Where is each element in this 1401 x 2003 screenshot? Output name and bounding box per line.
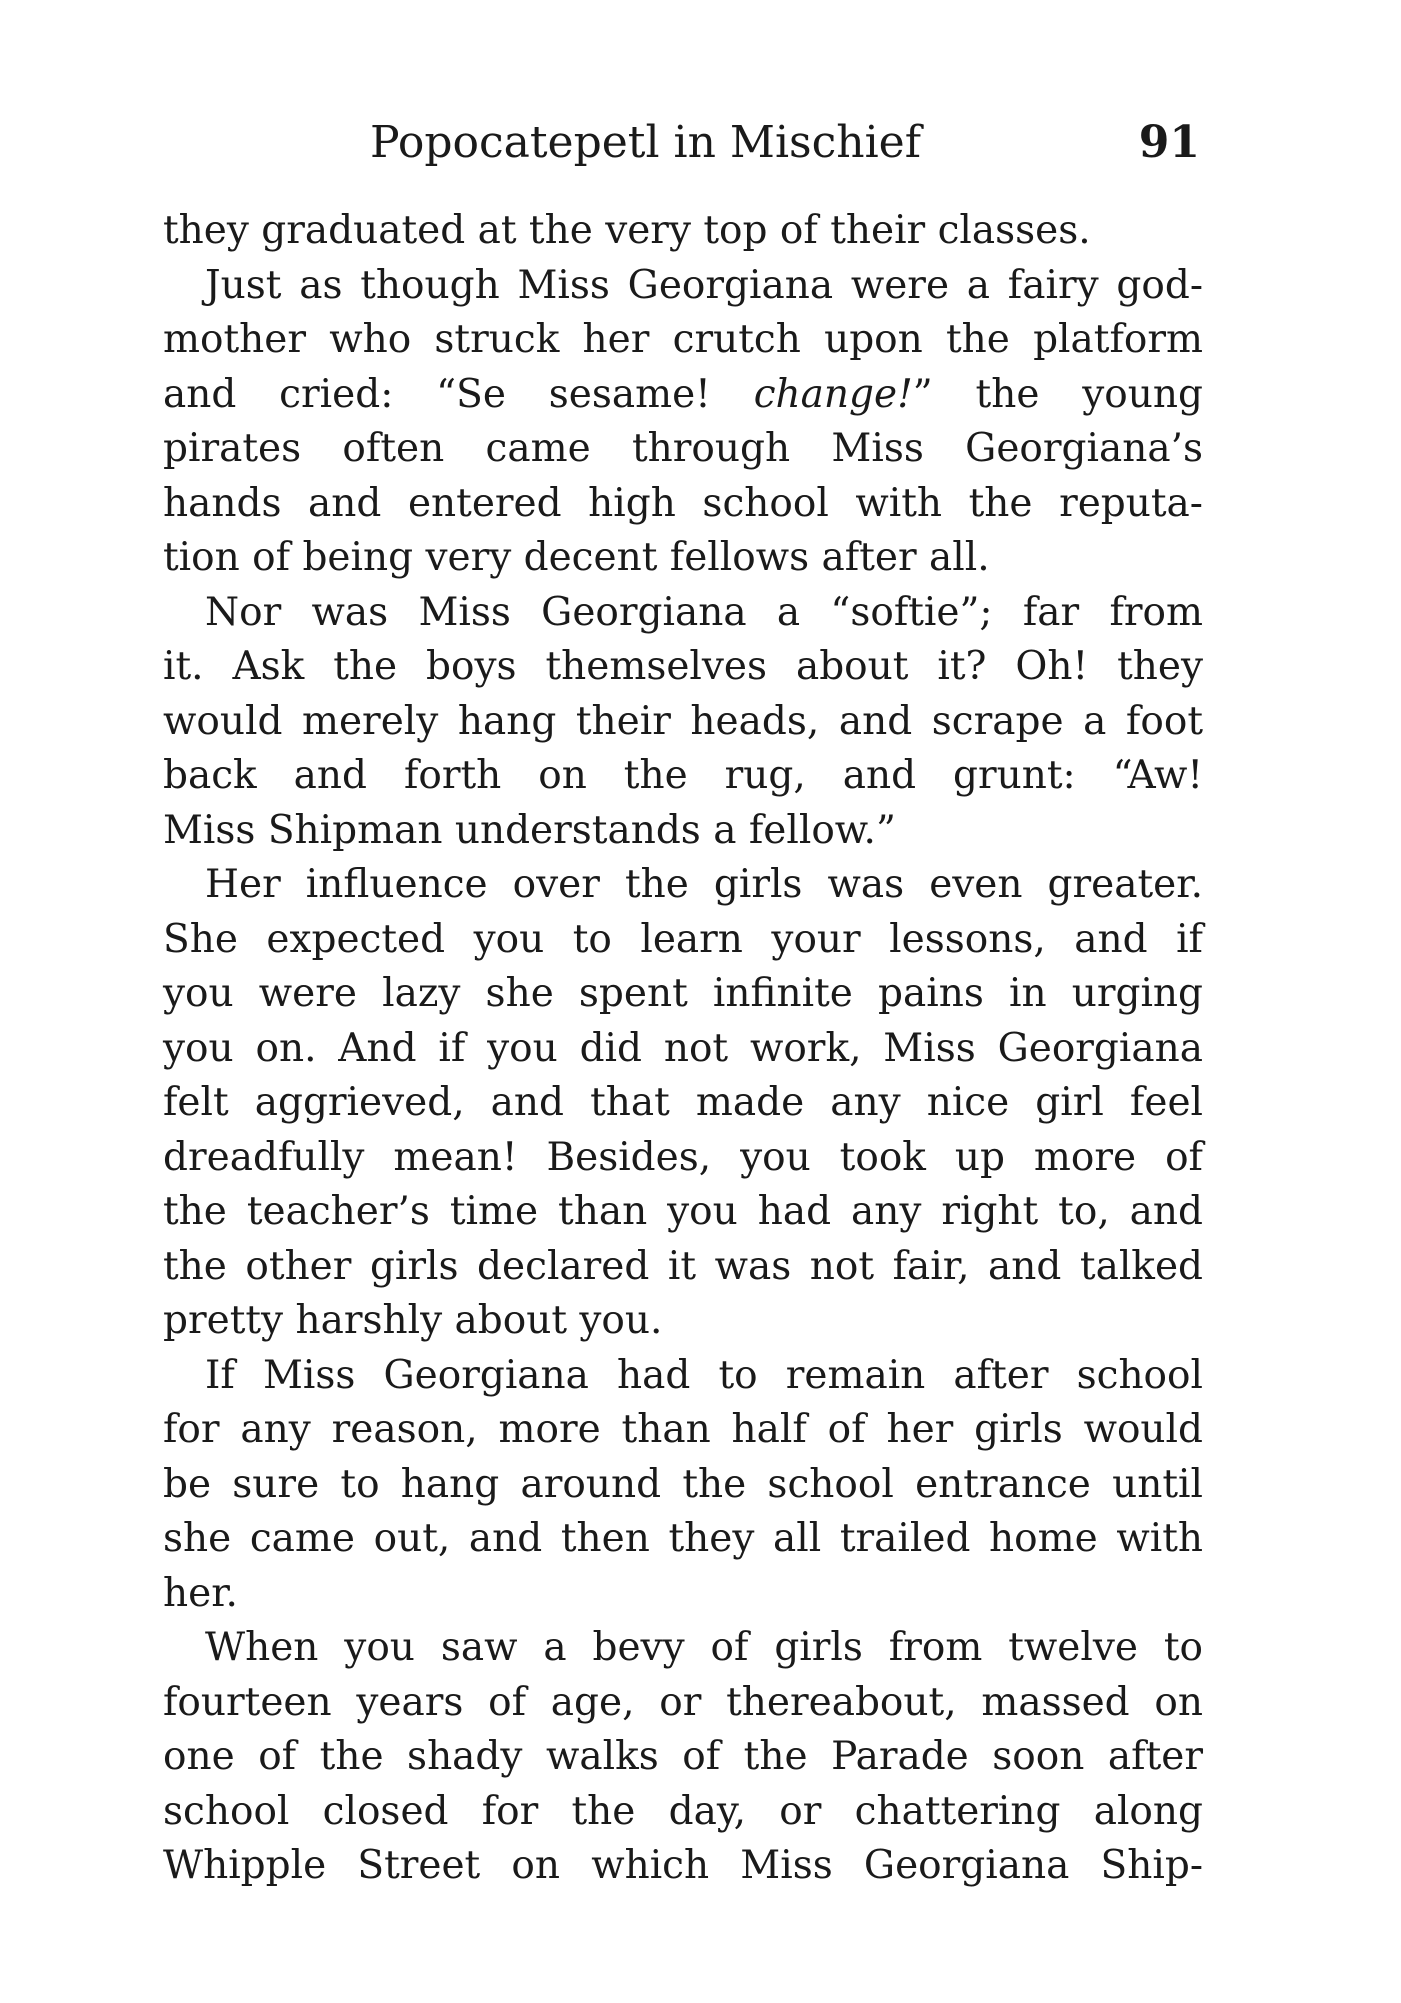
text-line: She expected you to learn your lessons, and if (163, 916, 1203, 962)
text-line: Whipple Street on which Miss Georgiana Ship- (163, 1843, 1203, 1888)
text-line: hands and entered high school with the reputa- (163, 480, 1203, 526)
text-line: When you saw a bevy of girls from twelve to (205, 1625, 1203, 1670)
page-number: 91 (1138, 117, 1200, 168)
text-line: you were lazy she spent infinite pains in urging (163, 971, 1203, 1016)
text-line: pirates often came through Miss Georgiana’s (163, 426, 1203, 471)
running-title: Popocatepetl in Mischief (370, 117, 921, 168)
text-line: one of the shady walks of the Parade soon after (163, 1734, 1203, 1779)
text-line: back and forth on the rug, and grunt: “Aw! (163, 753, 1203, 798)
text-line: Just as though Miss Georgiana were a fairy god- (205, 262, 1203, 308)
text-line: Miss Shipman understands a fellow.” (163, 807, 896, 853)
text-line: fourteen years of age, or thereabout, massed on (163, 1679, 1203, 1725)
text-line: she came out, and then they all trailed home with (163, 1516, 1203, 1561)
text-line: be sure to hang around the school entrance until (163, 1461, 1203, 1507)
body-text (163, 204, 1203, 1894)
text-line: Nor was Miss Georgiana a “softie”; far from (205, 589, 1203, 635)
text-line: you on. And if you did not work, Miss Georgiana (163, 1025, 1203, 1071)
text-line: they graduated at the very top of their classes. (163, 208, 1091, 253)
text-line: it. Ask the boys themselves about it? Oh! they (163, 644, 1203, 689)
running-head (160, 108, 1200, 178)
text-line: If Miss Georgiana had to remain after school (205, 1352, 1203, 1398)
text-fragment: and cried: “Se sesame! (163, 371, 754, 417)
text-line: for any reason, more than half of her girls would (163, 1407, 1203, 1452)
text-line: felt aggrieved, and that made any nice girl feel (163, 1080, 1203, 1125)
text-line: school closed for the day, or chattering along (163, 1788, 1203, 1834)
text-line: would merely hang their heads, and scrape a foot (163, 698, 1203, 744)
text-line: dreadfully mean! Besides, you took up more of (163, 1134, 1203, 1180)
italic-word: change! (753, 371, 913, 417)
text-line: the other girls declared it was not fair, and talked (163, 1243, 1203, 1289)
text-line: Her influence over the girls was even greater. (205, 862, 1203, 907)
text-line: the teacher’s time than you had any right to, and (163, 1189, 1203, 1234)
text-line: tion of being very decent fellows after all. (163, 535, 990, 580)
text-fragment: ” the young (912, 371, 1203, 417)
text-line (163, 368, 1203, 423)
text-line: mother who struck her crutch upon the platform (163, 317, 1203, 362)
text-line: her. (163, 1570, 238, 1616)
text-line: pretty harshly about you. (163, 1298, 663, 1343)
